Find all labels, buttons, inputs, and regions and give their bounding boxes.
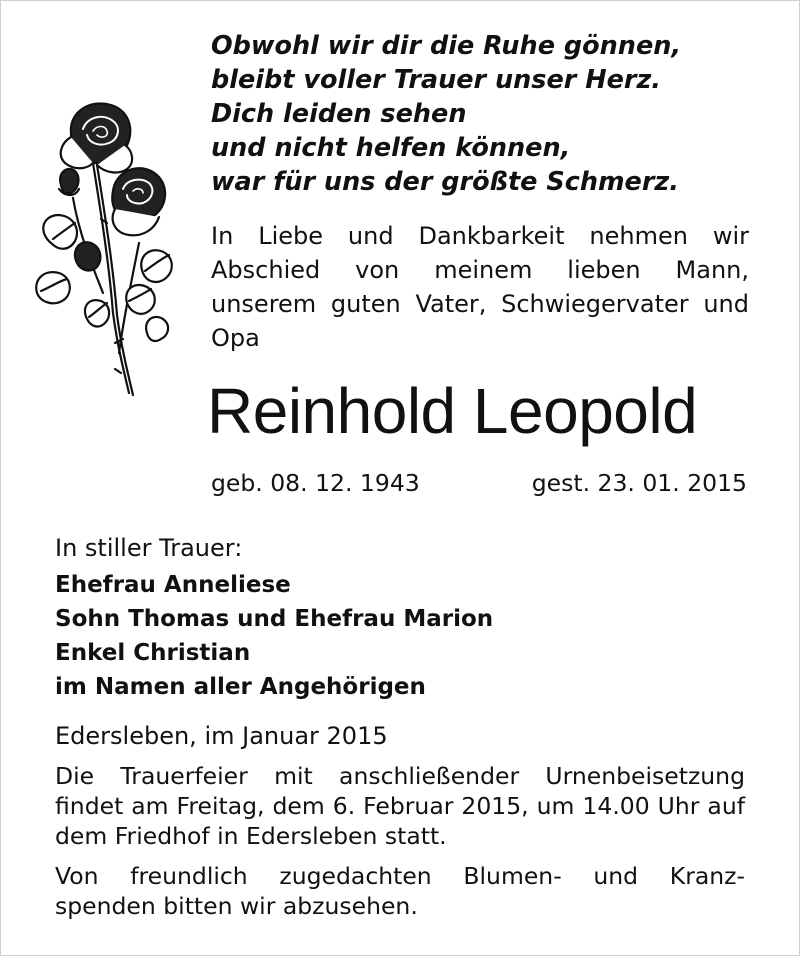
intro-text: In Liebe und Dankbarkeit nehmen wir Abschied von meinem lieben Mann, unserem guten Vater, Schwiegervater und Opa [211, 222, 749, 352]
flowers-notice-line: Von freundlich zugedachten Blumen- und Kranz- [55, 862, 745, 890]
mourner-name: Enkel Christian [55, 640, 251, 666]
birth-date: geb. 08. 12. 1943 [211, 469, 420, 497]
poem-line: war für uns der größte Schmerz. [211, 167, 679, 197]
rose-illustration-icon [31, 93, 181, 403]
mourner-name: Ehefrau Anneliese [55, 572, 291, 598]
poem-line: Obwohl wir dir die Ruhe gönnen, [211, 31, 682, 61]
death-date: gest. 23. 01. 2015 [531, 469, 747, 497]
mourner-name: im Namen aller Angehörigen [55, 674, 426, 700]
poem-line: Dich leiden sehen [211, 99, 467, 129]
poem [211, 29, 681, 199]
funeral-notice: Die Trauerfeier mit anschließender Urnenbeisetzung findet am Freitag, dem 6. Februar 2015, um 14.00 Uhr auf dem Friedhof in Edersleben statt. [55, 762, 745, 850]
mourner-name: Sohn Thomas und Ehefrau Marion [55, 606, 494, 632]
place-date: Edersleben, im Januar 2015 [55, 722, 388, 750]
deceased-name: Reinhold Leopold [207, 375, 698, 447]
flowers-notice-line: spenden bitten wir abzusehen. [55, 892, 418, 920]
poem-line: und nicht helfen können, [211, 133, 571, 163]
life-dates [211, 465, 747, 501]
poem-line: bleibt voller Trauer unser Herz. [211, 65, 661, 95]
mourners-list [55, 568, 493, 704]
mourners-heading: In stiller Trauer: [55, 534, 243, 562]
flowers-notice [55, 861, 745, 921]
